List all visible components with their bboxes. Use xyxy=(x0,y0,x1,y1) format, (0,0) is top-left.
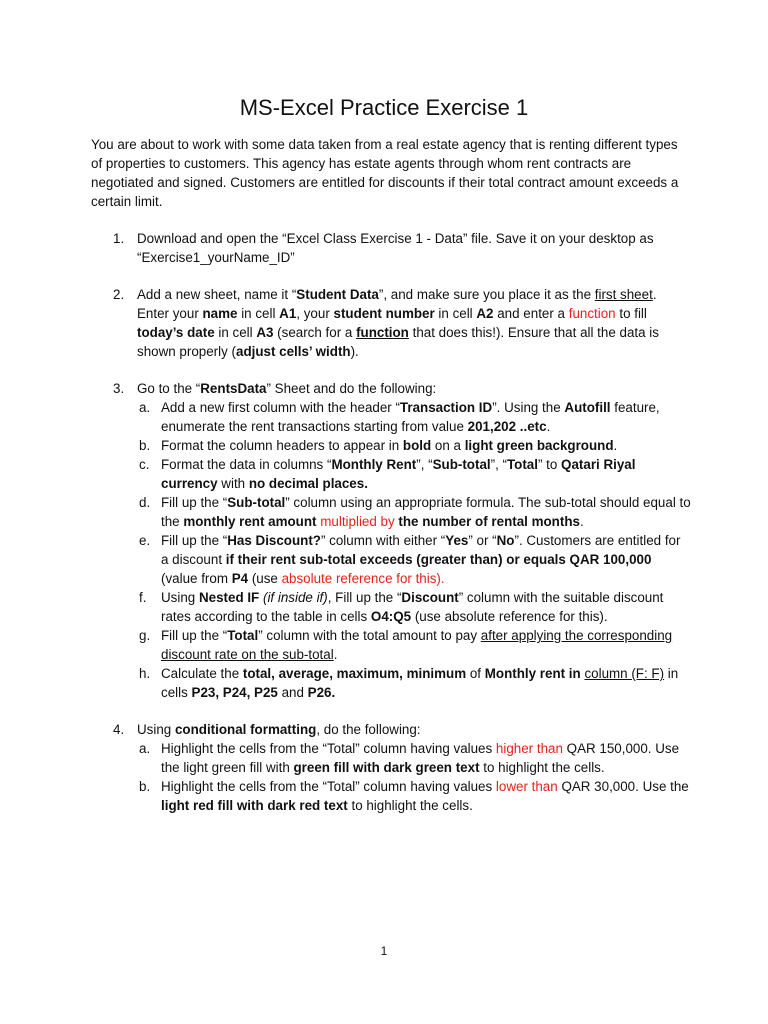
text-run: and xyxy=(277,685,308,700)
sub-list-item-letter: h. xyxy=(139,666,151,681)
list-item xyxy=(91,720,691,815)
text-run: adjust cells’ width xyxy=(236,344,351,359)
sub-list-item-letter: f. xyxy=(139,590,147,605)
text-run: Format the column headers to appear in xyxy=(161,438,403,453)
text-run: in cell xyxy=(237,306,280,321)
sub-list-item xyxy=(91,455,691,493)
text-run: if their rent sub-total exceeds (greater than) or equals QAR 100,000 xyxy=(225,552,652,567)
text-run: function xyxy=(568,306,616,321)
text-run: ”. Using the xyxy=(492,400,565,415)
text-run: Total xyxy=(506,457,538,472)
text-run: ” column with the total amount to pay xyxy=(258,628,481,643)
sub-list-item-letter: c. xyxy=(139,457,150,472)
text-run: QAR 150,000. Use the light green fill with xyxy=(161,741,680,775)
text-run: Highlight the cells from the “Total” column having values xyxy=(161,741,496,756)
list-item xyxy=(91,379,691,702)
text-run: QAR 30,000. Use the xyxy=(557,779,689,794)
sub-list-item-letter: e. xyxy=(139,533,151,548)
text-run: multiplied by xyxy=(320,514,395,529)
text-run: . xyxy=(579,514,584,529)
text-run: Add a new sheet, name it “ xyxy=(137,287,297,302)
text-run: ” column with the suitable discount rates according to the table in cells xyxy=(161,590,664,624)
sub-list-item xyxy=(91,739,691,777)
text-run: feature, enumerate the rent transactions starting from value xyxy=(161,400,660,434)
list-item-text xyxy=(137,285,691,361)
sub-list-item-letter: a. xyxy=(139,741,151,756)
text-run: Calculate the xyxy=(161,666,243,681)
sub-list-item-text xyxy=(161,455,691,493)
text-run: Nested IF xyxy=(198,590,260,605)
sub-list-item xyxy=(91,531,691,588)
text-run: name xyxy=(202,306,238,321)
text-run: ”, “ xyxy=(490,457,507,472)
list-item-text xyxy=(137,720,691,739)
list-item-text xyxy=(137,229,691,267)
text-run: (use xyxy=(248,571,282,586)
sub-list-item-letter: d. xyxy=(139,495,151,510)
text-run: , do the following: xyxy=(316,722,421,737)
text-run: in cell xyxy=(434,306,477,321)
sub-list-item xyxy=(91,398,691,436)
sub-list-item xyxy=(91,777,691,815)
text-run: Monthly Rent xyxy=(331,457,417,472)
sub-list-item-text xyxy=(161,398,691,436)
text-run: Using xyxy=(137,722,175,737)
text-run: in cells xyxy=(161,666,679,700)
text-run: Autofill xyxy=(564,400,611,415)
text-run: Go to the “ xyxy=(137,381,201,396)
text-run: Sub-total xyxy=(227,495,286,510)
text-run: Fill up the “ xyxy=(161,628,228,643)
text-run: P4 xyxy=(231,571,249,586)
text-run: no decimal places. xyxy=(248,476,368,491)
sub-list-item xyxy=(91,626,691,664)
sub-list-item-text xyxy=(161,664,691,702)
text-run: . xyxy=(613,438,618,453)
text-run: that does this!). Ensure that all the data is shown properly ( xyxy=(137,325,659,359)
sub-list-item-letter: a. xyxy=(139,400,151,415)
list-item-number: 1. xyxy=(113,231,125,246)
text-run: lower than xyxy=(495,779,558,794)
text-run: bold xyxy=(402,438,432,453)
text-run: Fill up the “ xyxy=(161,533,228,548)
sub-list-item-text xyxy=(161,531,691,588)
text-run: Monthly rent in xyxy=(484,666,581,681)
document-title: MS-Excel Practice Exercise 1 xyxy=(239,95,529,120)
text-run: (if inside if) xyxy=(262,590,328,605)
text-run: . xyxy=(333,647,338,662)
text-run: conditional formatting xyxy=(174,722,317,737)
text-run: Discount xyxy=(401,590,459,605)
text-run: Highlight the cells from the “Total” column having values xyxy=(161,779,496,794)
text-run: Add a new first column with the header “ xyxy=(161,400,400,415)
text-run: Sub-total xyxy=(432,457,491,472)
text-run: , Fill up the “ xyxy=(327,590,402,605)
text-run: function xyxy=(356,325,409,340)
sub-list-item-letter: b. xyxy=(139,779,151,794)
text-run: Total xyxy=(227,628,259,643)
text-run: A3 xyxy=(256,325,274,340)
text-run: P23, P24, P25 xyxy=(191,685,278,700)
text-run: and enter a xyxy=(493,306,569,321)
sub-list-item xyxy=(91,664,691,702)
text-run: Qatari Riyal currency xyxy=(161,457,636,491)
sub-list-item-text xyxy=(161,436,691,455)
text-run: Yes xyxy=(445,533,469,548)
text-run: (search for a xyxy=(273,325,357,340)
text-run: first sheet xyxy=(594,287,653,302)
text-run: Format the data in columns “ xyxy=(161,457,332,472)
sub-list-item-letter: b. xyxy=(139,438,151,453)
text-run: with xyxy=(217,476,249,491)
text-run: total, average, maximum, minimum xyxy=(242,666,467,681)
text-run: . xyxy=(546,419,551,434)
sub-list-item xyxy=(91,493,691,531)
text-run: today’s date xyxy=(137,325,215,340)
text-run: , your xyxy=(296,306,334,321)
text-run: to highlight the cells. xyxy=(479,760,605,775)
list-item xyxy=(91,229,691,267)
text-run: ” column using an appropriate formula. The sub-total should equal to the xyxy=(161,495,691,529)
text-run: higher than xyxy=(495,741,563,756)
text-run: in cell xyxy=(214,325,257,340)
sub-list-item-text xyxy=(161,588,691,626)
text-run: ”. Customers are entitled for a discount xyxy=(161,533,681,567)
page-number: 1 xyxy=(380,944,388,958)
text-run: light red fill with dark red text xyxy=(161,798,348,813)
text-run: (use absolute reference for this). xyxy=(411,609,608,624)
text-run: to fill xyxy=(615,306,647,321)
list-item-text xyxy=(137,379,691,398)
text-run: ” or “ xyxy=(468,533,497,548)
list-item xyxy=(91,285,691,361)
text-run: column (F: F) xyxy=(584,666,665,681)
text-run: ” to xyxy=(537,457,562,472)
text-run: ” Sheet and do the following: xyxy=(266,381,437,396)
text-run: Download and open the “Excel Class Exercise 1 - Data” file. Save it on your desktop as “Exercise1_yourName_ID” xyxy=(137,231,654,265)
list-item-number: 2. xyxy=(113,287,125,302)
text-run: Fill up the “ xyxy=(161,495,228,510)
text-run: 201,202 ..etc xyxy=(467,419,547,434)
text-run: of xyxy=(466,666,485,681)
text-run: on a xyxy=(431,438,465,453)
text-run: absolute reference for this). xyxy=(281,571,445,586)
text-run: light green background xyxy=(464,438,614,453)
sub-list-item xyxy=(91,588,691,626)
text-run: Has Discount? xyxy=(227,533,321,548)
text-run: after applying the corresponding discount rate on the sub-total xyxy=(161,628,673,662)
text-run: green fill with dark green text xyxy=(293,760,480,775)
instruction-list xyxy=(91,229,691,833)
text-run: Transaction ID xyxy=(399,400,493,415)
sub-list-item-text xyxy=(161,626,691,664)
sub-list-item-letter: g. xyxy=(139,628,151,643)
text-run: No xyxy=(496,533,515,548)
text-run: A1 xyxy=(279,306,297,321)
text-run: Student Data xyxy=(296,287,379,302)
text-run: the number of rental months xyxy=(398,514,580,529)
text-run: P26. xyxy=(307,685,336,700)
text-run: ). xyxy=(350,344,359,359)
sub-list-item-text xyxy=(161,777,691,815)
text-run: ” column with either “ xyxy=(320,533,446,548)
text-run: monthly rent amount xyxy=(183,514,317,529)
text-run: ”, and make sure you place it as the xyxy=(378,287,595,302)
intro-paragraph: You are about to work with some data taken from a real estate agency that is renting different types of properties to customers. This agency has estate agents through whom rent contracts are negotiated and signed. Customers are entitled for discounts if their total contract amount exceeds a certain limit. xyxy=(91,137,679,209)
list-item-number: 4. xyxy=(113,722,125,737)
text-run: (value from xyxy=(161,571,232,586)
text-run: student number xyxy=(333,306,435,321)
sub-list-item-text xyxy=(161,739,691,777)
text-run: to highlight the cells. xyxy=(347,798,473,813)
text-run: O4:Q5 xyxy=(370,609,412,624)
text-run: . Enter your xyxy=(137,287,657,321)
text-run: RentsData xyxy=(200,381,267,396)
list-item-number: 3. xyxy=(113,381,125,396)
sub-list-item-text xyxy=(161,493,691,531)
sub-list-item xyxy=(91,436,691,455)
text-run: ”, “ xyxy=(416,457,433,472)
text-run: Using xyxy=(161,590,199,605)
text-run: A2 xyxy=(476,306,494,321)
